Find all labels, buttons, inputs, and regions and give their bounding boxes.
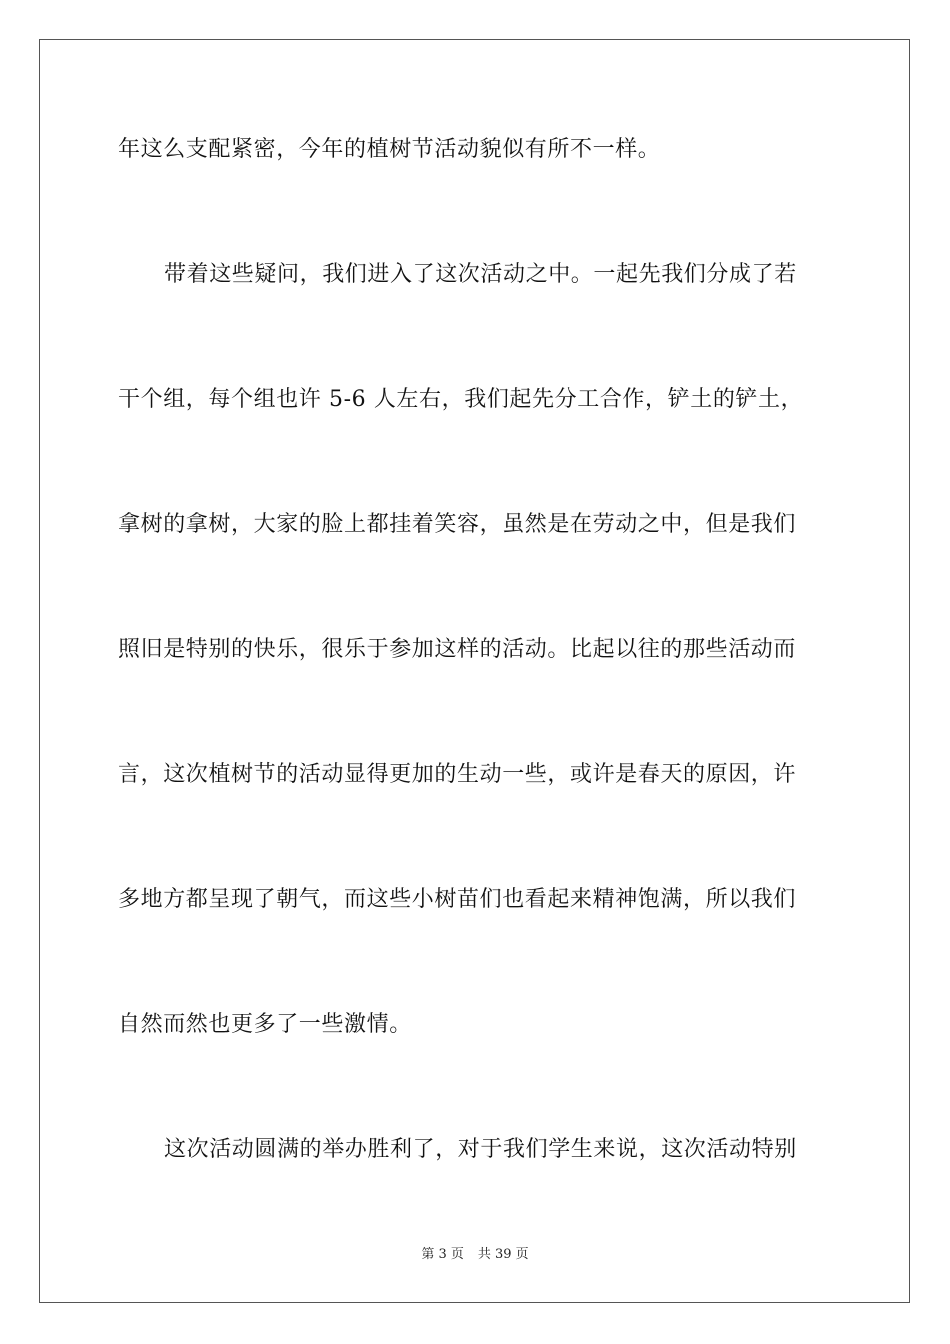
paragraph-line: 年这么支配紧密，今年的植树节活动貌似有所不一样。 bbox=[118, 137, 661, 162]
paragraph-line: 带着这些疑问，我们进入了这次活动之中。一起先我们分成了若 bbox=[164, 262, 797, 287]
paragraph-line: 拿树的拿树，大家的脸上都挂着笑容，虽然是在劳动之中，但是我们 bbox=[118, 512, 797, 537]
page-footer bbox=[0, 1247, 950, 1263]
paragraph-line: 自然而然也更多了一些激情。 bbox=[118, 1012, 412, 1037]
paragraph-line: 照旧是特别的快乐，很乐于参加这样的活动。比起以往的那些活动而 bbox=[118, 637, 797, 662]
paragraph-line: 多地方都呈现了朝气，而这些小树苗们也看起来精神饱满，所以我们 bbox=[118, 887, 797, 912]
paragraph-line: 言，这次植树节的活动显得更加的生动一些，或许是春天的原因，许 bbox=[118, 762, 797, 787]
paragraph-line: 这次活动圆满的举办胜利了，对于我们学生来说，这次活动特别 bbox=[164, 1137, 797, 1162]
page-total: 共 39 页 bbox=[477, 1247, 529, 1262]
page-frame bbox=[39, 39, 910, 1303]
paragraph-line: 干个组，每个组也许 5-6 人左右，我们起先分工合作，铲土的铲土， bbox=[118, 387, 804, 412]
page-number: 第 3 页 bbox=[421, 1247, 464, 1262]
